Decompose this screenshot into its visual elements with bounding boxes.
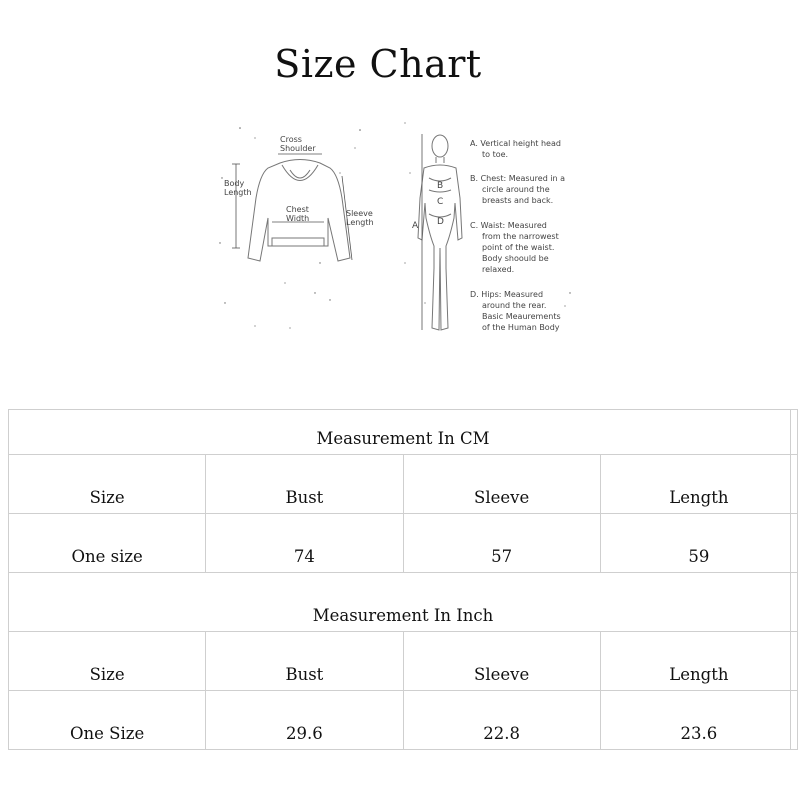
note-b-line-3: breasts and back. (482, 196, 554, 205)
page-title: Size Chart (274, 42, 482, 86)
cm-header-bust: Bust (206, 455, 403, 514)
note-a-line-2: to toe. (482, 150, 509, 159)
measurement-notes (470, 139, 565, 332)
cm-heading-row (9, 410, 798, 455)
note-d-line-4: of the Human Body (482, 323, 560, 332)
cm-heading: Measurement In CM (9, 410, 798, 455)
label-sleeve-length-2: Length (346, 218, 374, 227)
inch-value-size: One Size (9, 691, 206, 750)
marker-b: B (437, 181, 444, 191)
cm-header-size: Size (9, 455, 206, 514)
note-c-line-3: point of the waist. (482, 243, 555, 252)
inch-header-row (9, 632, 798, 691)
note-c-line-5: relaxed. (482, 265, 515, 274)
note-d-line-1: D. Hips: Measured (470, 290, 544, 299)
inch-value-length: 23.6 (600, 691, 797, 750)
inch-heading-row (9, 573, 798, 632)
note-b-line-2: circle around the (482, 185, 550, 194)
label-chest-width-1: Chest (286, 205, 309, 214)
size-tables (0, 409, 800, 749)
cm-value-bust: 74 (206, 514, 403, 573)
note-c-line-1: C. Waist: Measured (470, 221, 547, 230)
cm-header-sleeve: Sleeve (403, 455, 600, 514)
note-d-line-3: Basic Meaurements (482, 312, 561, 321)
note-d-line-2: around the rear. (482, 301, 547, 310)
measurement-diagram (210, 118, 580, 343)
label-sleeve-length-1: Sleeve (346, 209, 373, 218)
cm-value-row (9, 514, 798, 573)
note-a-line-1: A. Vertical height head (470, 139, 561, 148)
inch-header-size: Size (9, 632, 206, 691)
inch-value-bust: 29.6 (206, 691, 403, 750)
note-c-line-2: from the narrowest (482, 232, 559, 241)
cm-header-length: Length (600, 455, 797, 514)
label-chest-width-2: Width (286, 214, 310, 223)
marker-c: C (437, 197, 444, 207)
label-cross-shoulder-2: Shoulder (280, 144, 316, 153)
note-c-line-4: Body shoould be (482, 254, 549, 263)
size-table (8, 409, 798, 750)
marker-a: A (412, 221, 419, 231)
inch-header-length: Length (600, 632, 797, 691)
marker-d: D (437, 217, 444, 227)
label-cross-shoulder-1: Cross (280, 135, 302, 144)
label-body-length-2: Length (224, 188, 252, 197)
inch-value-sleeve: 22.8 (403, 691, 600, 750)
cm-header-row (9, 455, 798, 514)
inch-header-bust: Bust (206, 632, 403, 691)
inch-value-row (9, 691, 798, 750)
cm-value-size: One size (9, 514, 206, 573)
cm-value-sleeve: 57 (403, 514, 600, 573)
label-body-length-1: Body (224, 179, 245, 188)
human-figure-sketch (418, 135, 462, 330)
measurement-illustration (210, 118, 580, 343)
note-b-line-1: B. Chest: Measured in a (470, 174, 566, 183)
cm-value-length: 59 (600, 514, 797, 573)
inch-header-sleeve: Sleeve (403, 632, 600, 691)
inch-heading: Measurement In Inch (9, 573, 798, 632)
